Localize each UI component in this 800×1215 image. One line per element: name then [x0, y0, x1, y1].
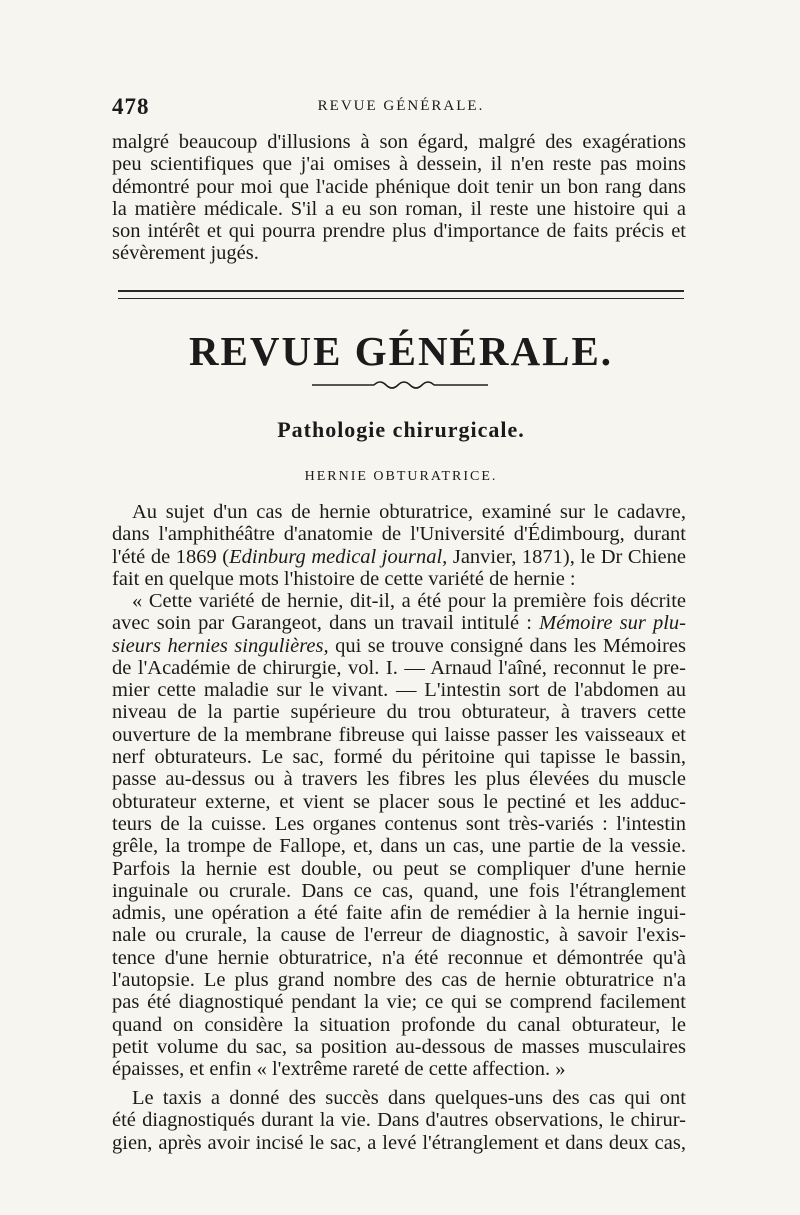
intro-paragraph [112, 131, 686, 265]
running-head: REVUE GÉNÉRALE. [317, 98, 485, 114]
text-line: grêle, la trompe de Fallope, et, dans un cas, une partie de la vessie. [112, 835, 686, 858]
text-line: inguinale ou crurale. Dans ce cas, quand, une fois l'étranglement [112, 879, 686, 902]
text-line: été diagnostiqués durant la vie. Dans d'autres observations, le chirur- [112, 1109, 686, 1132]
ornament-divider-icon [312, 378, 488, 392]
text-line: admis, une opération a été faite afin de remédier à la hernie ingui- [112, 902, 686, 925]
text-line: épaisses, et enfin « l'extrême rareté de cette affection. » [112, 1058, 566, 1081]
text-line: Parfois la hernie est double, ou peut se compliquer d'une hernie [112, 857, 686, 880]
text-line [112, 546, 686, 568]
citation-title: Mémoire sur plu- [539, 612, 686, 635]
text-line: dans l'amphithéâtre d'anatomie de l'Université d'Édimbourg, durant [112, 523, 686, 546]
text-segment: qui se trouve consigné dans les Mémoires [328, 634, 686, 657]
text-line: nale ou crurale, la cause de l'erreur de diagnostic, à savoir l'exis- [112, 924, 686, 947]
text-line: malgré beaucoup d'illusions à son égard, malgré des exagérations [112, 131, 686, 153]
text-line [112, 635, 686, 657]
text-line: teurs de la cuisse. Les organes contenus sont très-variés : l'intestin [112, 812, 686, 835]
text-line: niveau de la partie supérieure du trou obturateur, à travers cette [112, 701, 686, 724]
subsection-title: Pathologie chirurgicale. [277, 417, 525, 442]
page-header [112, 94, 690, 120]
body-paragraph-3 [112, 1087, 686, 1154]
text-segment: l'été de 1869 ( [112, 545, 230, 568]
text-line: mier cette maladie sur le vivant. — L'intestin sort de l'abdomen au [112, 679, 686, 702]
text-line: tence d'une hernie obturatrice, n'a été reconnue et démontrée qu'à [112, 946, 686, 969]
text-line: Le taxis a donné des succès dans quelques-uns des cas qui ont [132, 1087, 686, 1109]
body-paragraph-1 [112, 501, 686, 590]
text-line: de l'Académie de chirurgie, vol. I. — Arnaud l'aîné, reconnut le pre- [112, 656, 686, 679]
text-line: gien, après avoir incisé le sac, a levé l'étranglement et dans deux cas, [112, 1131, 686, 1154]
text-segment: avec soin par Garangeot, dans un travail intitulé : [112, 612, 540, 635]
text-line: démontré pour moi que l'acide phénique doit tenir un bon rang dans [112, 175, 686, 198]
text-line: peu scientifiques que j'ai omises à dessein, il n'en reste pas moins [112, 153, 686, 176]
section-title: REVUE GÉNÉRALE. [188, 328, 614, 374]
page-number: 478 [112, 94, 150, 119]
section-divider-rule [118, 290, 684, 299]
text-line: sévèrement jugés. [112, 242, 259, 265]
text-line: quand on considère la situation profonde du canal obturateur, le [112, 1013, 686, 1036]
text-line: pas été diagnostiqué pendant la vie; ce qui se comprend facilement [112, 991, 686, 1014]
text-line [112, 612, 686, 634]
text-line: obturateur externe, et vient se placer sous le pectiné et les adduc- [112, 790, 686, 813]
text-line: la matière médicale. S'il a eu son roman, il reste une histoire qui a [112, 197, 686, 220]
text-line: l'autopsie. Le plus grand nombre des cas de hernie obturatrice n'a [112, 969, 686, 992]
text-line: passe au-dessus ou à travers les fibres les plus élevées du muscle [112, 768, 686, 791]
text-line: fait en quelque mots l'histoire de cette variété de hernie : [112, 567, 576, 590]
text-line: nerf obturateurs. Le sac, formé du péritoine qui tapisse le bassin, [112, 746, 686, 769]
citation-journal: Edinburg medical journal, [229, 545, 448, 568]
text-line: ouverture de la membrane fibreuse qui laisse passer les vaisseaux et [112, 723, 686, 746]
text-line: « Cette variété de hernie, dit-il, a été pour la première fois décrite [132, 590, 686, 612]
text-line: Au sujet d'un cas de hernie obturatrice, examiné sur le cadavre, [132, 501, 686, 523]
text-line: son intérêt et qui pourra prendre plus d'importance de faits précis et [112, 220, 686, 243]
text-segment: Janvier, 1871), le Dr Chiene [447, 545, 686, 568]
citation-title: sieurs hernies singulières, [112, 634, 329, 657]
body-paragraph-2 [112, 590, 686, 1081]
article-title: HERNIE OBTURATRICE. [304, 469, 498, 484]
text-line: petit volume du sac, sa position au-dessous de masses musculaires [112, 1035, 686, 1058]
